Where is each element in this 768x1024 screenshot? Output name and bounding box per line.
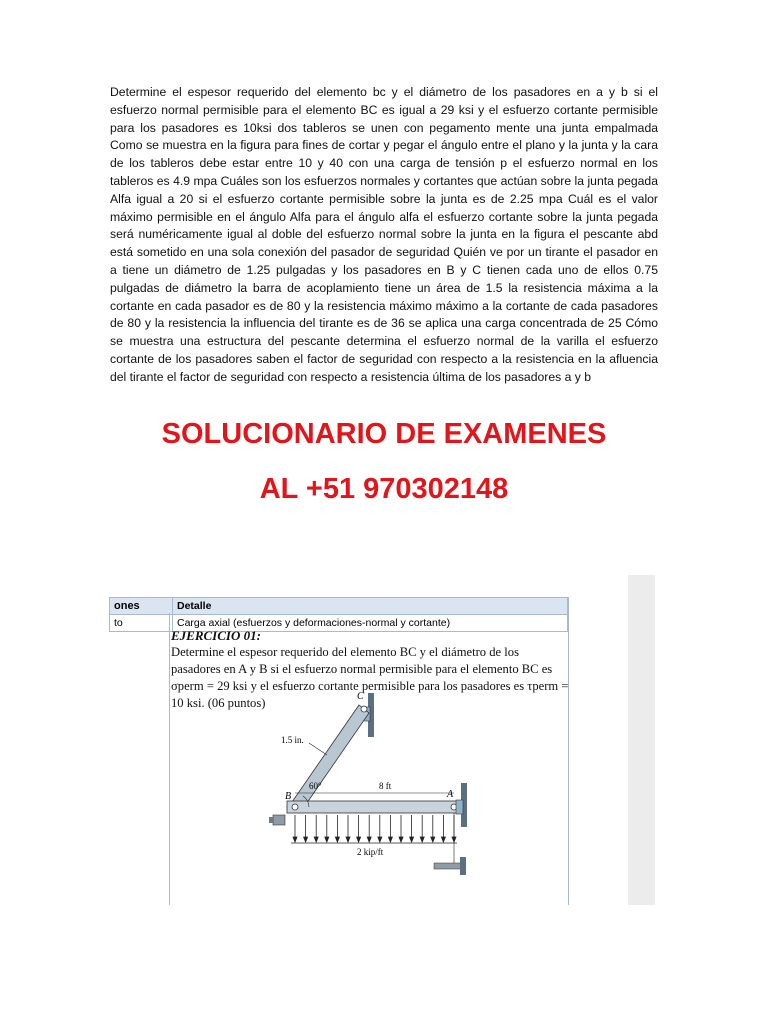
scroll-strip — [628, 575, 655, 905]
label-angle: 60° — [309, 781, 322, 791]
label-load: 2 kip/ft — [357, 847, 384, 857]
row-col1: to — [110, 615, 173, 632]
load-arrow-head — [304, 837, 308, 842]
beam-figure — [259, 685, 479, 905]
load-arrow-head — [367, 837, 371, 842]
label-a: A — [447, 789, 454, 800]
load-arrow-head — [441, 837, 445, 842]
header-col1: ones — [110, 598, 173, 615]
exercise-title: EJERCICIO 01: — [171, 628, 261, 643]
load-arrow-head — [410, 837, 414, 842]
load-arrow-head — [420, 837, 424, 842]
label-thickness: 1.5 in. — [281, 735, 304, 745]
header-col2: Detalle — [173, 598, 568, 615]
load-arrow-head — [314, 837, 318, 842]
load-arrow-head — [388, 837, 392, 842]
load-arrow-head — [431, 837, 435, 842]
load-arrow-head — [399, 837, 403, 842]
load-arrow-head — [357, 837, 361, 842]
load-arrow-head — [378, 837, 382, 842]
promo-phone: AL +51 970302148 — [259, 473, 509, 505]
load-arrow-head — [325, 837, 329, 842]
load-arrow-head — [335, 837, 339, 842]
load-arrow-head — [293, 837, 297, 842]
exercise-text: Determine el espesor requerido del elemento BC y el diámetro de los pasadores en A y B si el esfuerzo normal permisible para el elemento BC es σperm = 29 ksi y el esfuerzo cortante permisible para los pasadores es τperm = 10 ksi. (06 puntos) — [171, 645, 569, 710]
row-col2: Carga axial (esfuerzos y deformaciones-normal y cortante) — [173, 615, 568, 632]
table-divider — [169, 613, 170, 905]
promo-title: SOLUCIONARIO DE EXAMENES — [161, 418, 607, 450]
label-length: 8 ft — [379, 781, 392, 791]
exam-screenshot — [109, 575, 655, 905]
label-c: C — [357, 691, 364, 702]
label-b: B — [285, 791, 292, 802]
load-arrow-head — [346, 837, 350, 842]
problem-paragraph: Determine el espesor requerido del elemento bc y el diámetro de los pasadores en a y b si el esfuerzo normal permisible para el elemento BC es igual a 29 ksi y el esfuerzo cortante permisible para los pasadores es 10ksi dos tableros se unen con pegamento mente una junta empalmada Como se muestra en la figura para fines de cortar y pegar el ángulo entre el plano y la junta y la cara de los tableros debe estar entre 10 y 40 con una carga de tensión p el esfuerzo normal en los tableros es 4.9 mpa Cuáles son los esfuerzos normales y cortantes que actúan sobre la junta pegada Alfa igual a 20 si el esfuerzo cortante permisible sobre la junta es de 2.25 mpa Cuál es el valor máximo permisible en el ángulo Alfa para el ángulo alfa el esfuerzo cortante sobre la junta pegada será numéricamente igual al doble del esfuerzo normal sobre la junta en la figura el pescante abd está sometido en una sola conexión del pasador de seguridad Quién ve por un tirante el pasador en a tiene un diámetro de 1.25 pulgadas y los pasadores en B y C tienen cada uno de ellos 0.75 pulgadas de diámetro la barra de acoplamiento tiene un área de 1.5 la resistencia máxima a la cortante en cada pasador es de 80 y la resistencia máximo máximo a la cortante de cada pasadores de 80 y la resistencia la influencia del tirante es de 36 se aplica una carga concentrada de 25 Cómo se muestra una estructura del pescante determina el esfuerzo normal de la varilla el esfuerzo cortante de los pasadores saben el factor de seguridad con respecto a la resistencia en la afluencia del tirante el factor de seguridad con respecto a resistencia última de los pasadores a y b — [110, 85, 658, 384]
